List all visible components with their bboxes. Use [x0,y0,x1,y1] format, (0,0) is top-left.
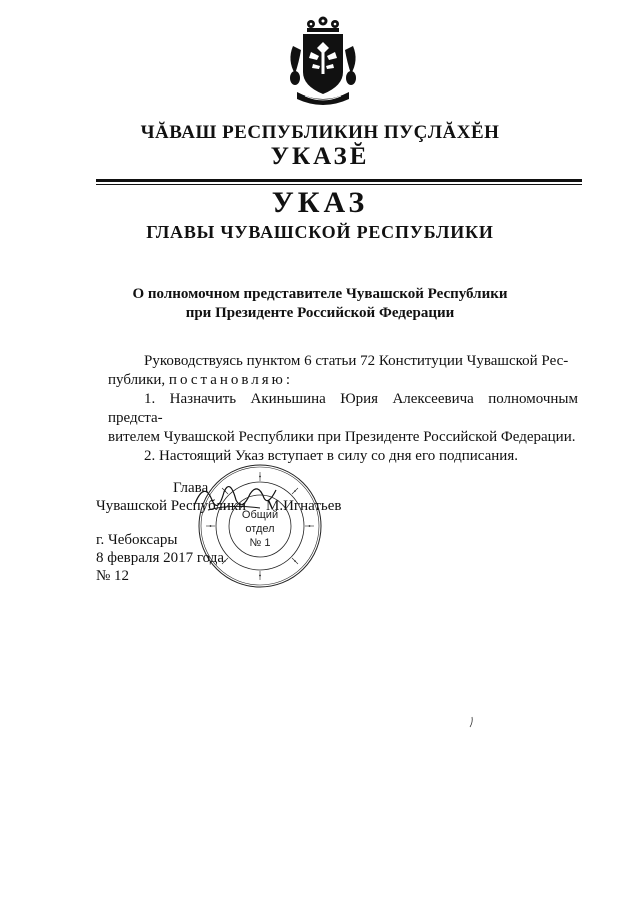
header-divider-thick [96,179,582,182]
preamble-line-1: Руководствуясь пунктом 6 статьи 72 Конституции Чувашской Рес- [144,353,569,369]
stamp-center-line-2: отдел [245,523,275,535]
signatory-name: М.Игнатьев [266,498,342,514]
stamp-center-line-1: Общий [241,509,279,521]
signature-title-line-1: Глава [173,480,209,496]
header-chuvash-title: ЧĂВАШ РЕСПУБЛИКИН ПУÇЛĂХĔН [140,122,500,143]
office-stamp [196,462,324,590]
preamble-line-2 [108,371,578,390]
preamble-prefix: публики, [108,372,166,388]
subject-line-1: О полномочном представителе Чувашской Республики [132,286,508,302]
subject-line-2: при Президенте Российской Федерации [185,305,455,321]
header-divider-thin [96,184,582,185]
item-1-line-2: вителем Чувашской Республики при Президенте Российской Федерации. [108,429,576,445]
stray-pen-mark [468,716,474,728]
decree-number: № 12 [96,568,130,584]
header-chuvash-decree: УКАЗĔ [270,143,370,170]
decree-body [108,352,578,466]
preamble-resolve-word: постановляю: [168,372,294,388]
issue-city: г. Чебоксары [96,532,178,548]
header-russian-title: ГЛАВЫ ЧУВАШСКОЙ РЕСПУБЛИКИ [146,222,494,242]
item-2: 2. Настоящий Указ вступает в силу со дня его подписания. [144,448,518,464]
coat-of-arms-emblem [283,14,363,112]
signature-title-line-2: Чувашской Республики [96,498,247,514]
decree-subject [0,285,640,323]
issue-date: 8 февраля 2017 года [96,550,225,566]
item-1-line-1: 1. Назначить Акиньшина Юрия Алексеевича полномочным предста- [108,391,578,426]
header-russian-decree: УКАЗ [271,186,369,219]
stamp-center-line-3: № 1 [249,537,271,549]
